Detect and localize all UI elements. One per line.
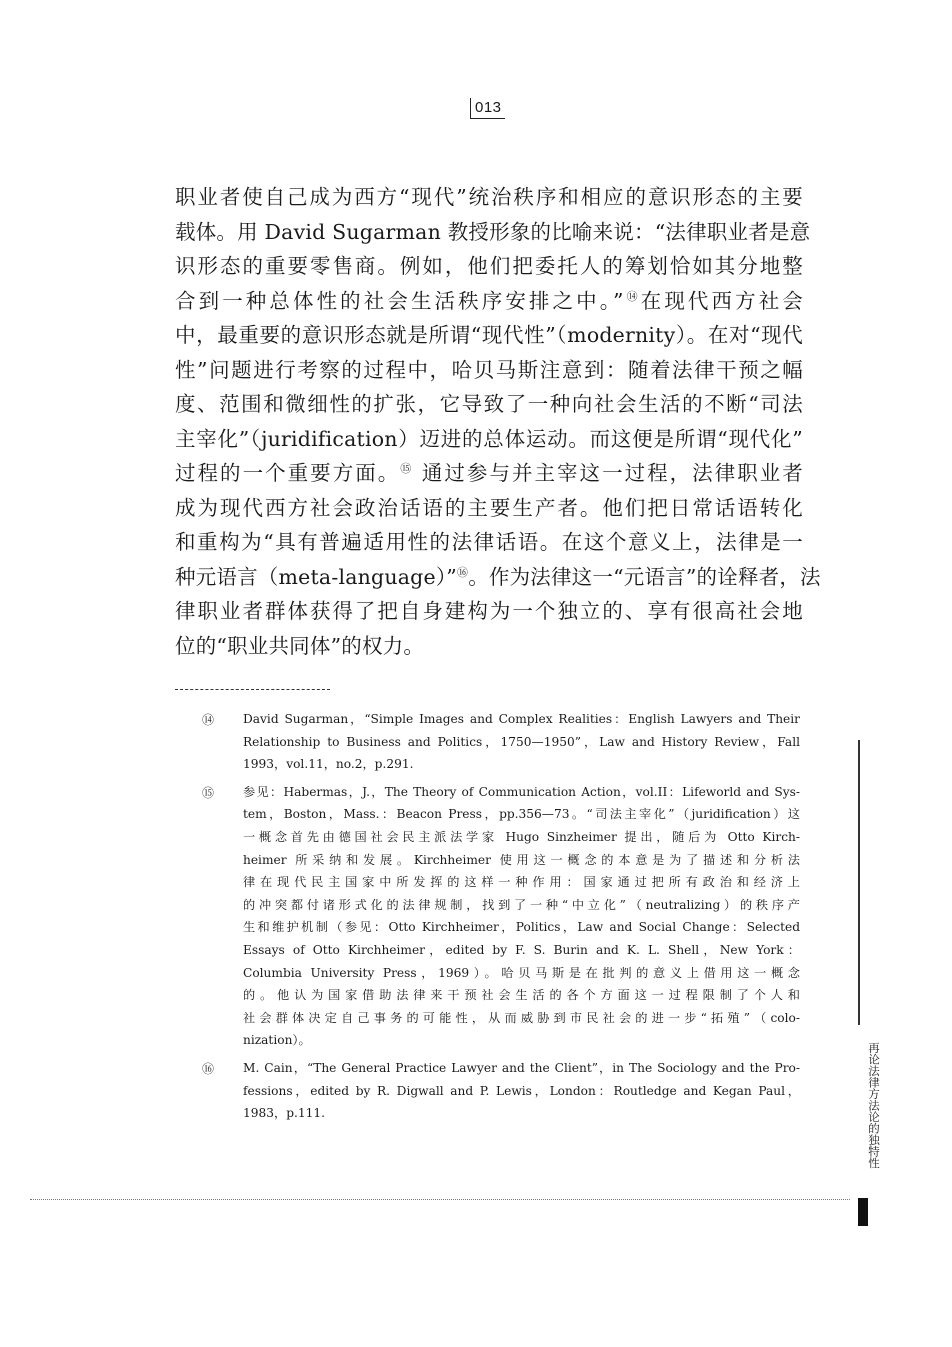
footnote-separator: [175, 689, 330, 690]
footnote-line: Essays of Otto Kirchheimer，edited by F. S. Burin and K. L. Shell，New York：: [243, 942, 800, 957]
footnote-line: Columbia University Press，1969）。哈贝马斯是在批判的意义上借用这一概念: [243, 965, 800, 980]
body-line: 载体。用 David Sugarman 教授形象的比喻来说：“法律职业者是意: [175, 219, 811, 244]
bottom-dotted-line: [30, 1199, 850, 1200]
footnote-mark: ⑮: [202, 785, 215, 800]
footnote-line: tem，Boston，Mass.：Beacon Press，pp.356—73。“司法主宰化”（juridification）这: [243, 807, 800, 822]
footnote: [200, 781, 800, 1052]
footnote-line: 参见：Habermas，J.，The Theory of Communication Action，vol.II：Lifeworld and Sys-: [243, 784, 800, 799]
body-line: 职业者使自己成为西方“现代”统治秩序和相应的意识形态的主要: [175, 185, 803, 209]
body-line: 和重构为“具有普遍适用性的法律话语。在这个意义上，法律是一: [175, 530, 803, 554]
footnote-ref[interactable]: ⑭: [623, 289, 641, 303]
footnote-mark: ⑭: [202, 713, 215, 727]
body-line: [175, 560, 821, 595]
body-line: [175, 456, 803, 491]
footnote-line: 1993，vol.11，no.2，p.291.: [243, 757, 414, 772]
footnote-ref[interactable]: ⑯: [456, 565, 469, 579]
body-line: 主宰化”（juridification）迈进的总体运动。而这便是所谓“现代化”: [175, 426, 803, 451]
footnote-line: 的。他认为国家借助法律来干预社会生活的各个方面这一过程限制了个人和: [243, 988, 800, 1003]
margin-bar: [858, 740, 860, 1025]
body-line-text: 过程的一个重要方面。: [175, 461, 401, 485]
body-paragraph: [175, 180, 821, 663]
footnote-line: David Sugarman，“Simple Images and Complex Realities：English Lawyers and Their: [243, 712, 800, 726]
body-line-text: 种元语言（meta-language）”: [175, 564, 457, 589]
running-title: 再论法律方法论的独特性: [867, 1042, 881, 1169]
body-line-text: 在现代西方社会: [640, 288, 804, 313]
body-line: 度、范围和微细性的扩张，它导致了一种向社会生活的不断“司法: [175, 392, 803, 416]
footnote-mark: ⑯: [202, 1061, 215, 1076]
footnotes: [200, 708, 800, 1130]
footnote-line: 律在现代民主国家中所发挥的这样一种作用：国家通过把所有政治和经济上: [243, 875, 800, 890]
body-line: 成为现代西方社会政治话语的主要生产者。他们把日常话语转化: [175, 495, 803, 520]
footnote-line: heimer 所采纳和发展。Kirchheimer 使用这一概念的本意是为了描述和分析法: [243, 852, 800, 867]
footnote-line: 的冲突都付诸形式化的法律规制，找到了一种“中立化”（neutralizing）的秩序产: [243, 897, 800, 912]
footnote-line: 社会群体决定自己事务的可能性，从而威胁到市民社会的进一步“拓殖”（colo-: [243, 1010, 800, 1025]
body-line: 中，最重要的意识形态就是所谓“现代性”（modernity）。在对“现代: [175, 323, 803, 347]
footnote-line: 1983，p.111.: [243, 1106, 326, 1121]
footnote-line: fessions，edited by R. Digwall and P. Lewis，London：Routledge and Kegan Paul，: [243, 1083, 800, 1098]
margin-mark: [858, 1198, 868, 1226]
footnote-line: 一概念首先由德国社会民主派法学家 Hugo Sinzheimer 提出，随后为 Otto Kirch-: [243, 829, 800, 844]
body-line-text: 合到一种总体性的社会生活秩序安排之中。”: [175, 288, 624, 313]
footnote-line: Relationship to Business and Politics，1750—1950”，Law and History Review，Fall: [243, 734, 800, 749]
footnote: [200, 708, 800, 776]
page-number: 013: [470, 98, 505, 119]
body-line: 识形态的重要零售商。例如，他们把委托人的筹划恰如其分地整: [175, 254, 803, 278]
body-line: 性”问题进行考察的过程中，哈贝马斯注意到：随着法律干预之幅: [175, 357, 803, 382]
body-line: 位的“职业共同体”的权力。: [175, 633, 425, 658]
footnote-line: nization）。: [243, 1033, 311, 1048]
footnote: [200, 1057, 800, 1125]
body-line: 律职业者群体获得了把自身建构为一个独立的、享有很高社会地: [175, 599, 803, 623]
body-line-text: 。作为法律这一“元语言”的诠释者，法: [468, 564, 821, 589]
footnote-line: M. Cain，“The General Practice Lawyer and the Client”，in The Sociology and the Pro-: [243, 1060, 800, 1075]
body-line: [175, 284, 803, 319]
body-line-text: 通过参与并主宰这一过程，法律职业者: [413, 461, 803, 485]
footnote-line: 生和维护机制（参见：Otto Kirchheimer，Politics，Law and Social Change：Selected: [243, 920, 800, 935]
footnote-ref[interactable]: ⑮: [400, 462, 414, 475]
